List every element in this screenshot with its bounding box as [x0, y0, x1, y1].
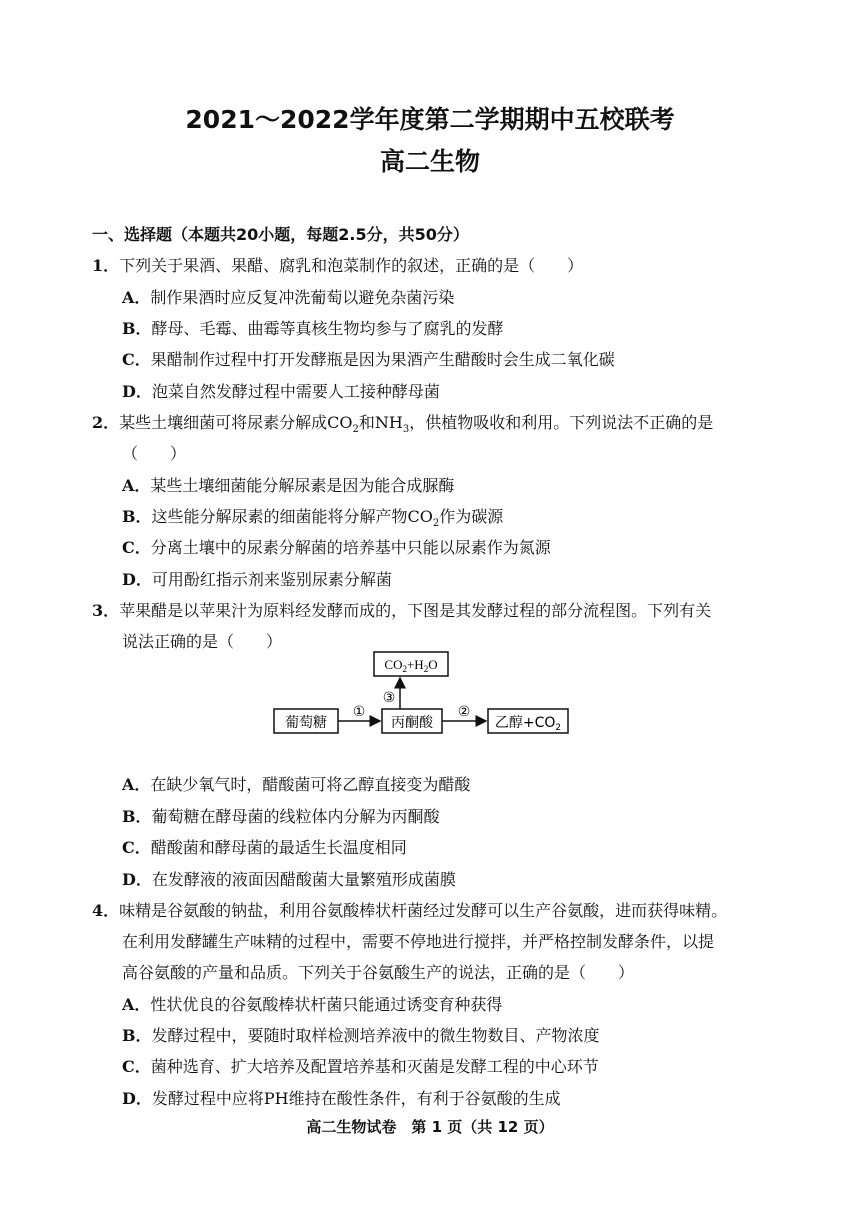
q3-option-d: D．在发酵液的液面因醋酸菌大量繁殖形成菌膜 — [122, 870, 456, 889]
question-4-stem: 4．味精是谷氨酸的钠盐，利用谷氨酸棒状杆菌经过发酵可以生产谷氨酸，进而获得味精。 — [92, 901, 728, 920]
q4-option-a: A．性状优良的谷氨酸棒状杆菌只能通过诱变育种获得 — [122, 995, 503, 1014]
q1-option-a: A．制作果酒时应反复冲洗葡萄以避免杂菌污染 — [122, 288, 455, 307]
section-heading: 一、选择题（本题共20小题，每题2.5分，共50分） — [92, 225, 469, 244]
question-2-stem: 2．某些土壤细菌可将尿素分解成$CO_2$和$NH_3$，供植物吸收和利用。下列说法不正确的是 — [92, 413, 714, 436]
q4-option-c: C．菌种选育、扩大培养及配置培养基和灭菌是发酵工程的中心环节 — [122, 1057, 599, 1076]
q2-option-d: D．可用酚红指示剂来鉴别尿素分解菌 — [122, 570, 392, 589]
question-3-stem: 3．苹果醋是以苹果汁为原料经发酵而成的，下图是其发酵过程的部分流程图。下列有关 — [92, 601, 712, 620]
q3-option-b: B．葡萄糖在酵母菌的线粒体内分解为丙酮酸 — [122, 807, 440, 826]
question-4-stem-continued-2: 高谷氨酸的产量和品质。下列关于谷氨酸生产的说法，正确的是（ ） — [122, 963, 635, 982]
q2-option-a: A．某些土壤细菌能分解尿素是因为能合成脲酶 — [122, 476, 455, 495]
q1-option-c: C．果醋制作过程中打开发酵瓶是因为果酒产生醋酸时会生成二氧化碳 — [122, 350, 615, 369]
question-number: 4． — [92, 901, 120, 920]
q4-option-b: B．发酵过程中，要随时取样检测培养液中的微生物数目、产物浓度 — [122, 1026, 600, 1045]
question-1-stem — [92, 256, 583, 276]
q4-option-d: D．发酵过程中应将PH维持在酸性条件，有利于谷氨酸的生成 — [122, 1089, 561, 1108]
exam-subject: 高二生物 — [379, 147, 480, 176]
question-number: 3． — [92, 601, 120, 620]
fermentation-flow-diagram — [272, 650, 572, 740]
q2-option-c: C．分离土壤中的尿素分解菌的培养基中只能以尿素作为氮源 — [122, 538, 551, 557]
step-3-label: ③ — [382, 690, 396, 706]
box-co2-h2o-label: $CO_2+H_2O$ — [384, 657, 438, 674]
q3-option-a: A．在缺少氧气时，醋酸菌可将乙醇直接变为醋酸 — [122, 775, 471, 794]
box-glucose-label: 葡萄糖 — [285, 715, 327, 731]
question-2-stem-continued: （ ） — [122, 444, 187, 463]
question-number: 1． — [92, 256, 120, 275]
flow-diagram-svg — [272, 650, 572, 740]
box-pyruvate-label: 丙酮酸 — [391, 715, 433, 731]
page-footer: 高二生物试卷 第 1 页（共 12 页） — [306, 1118, 554, 1136]
exam-title: 2021～2022学年度第二学期期中五校联考 — [185, 105, 675, 134]
question-3-stem-continued: 说法正确的是（ ） — [122, 632, 283, 651]
q1-option-d: D．泡菜自然发酵过程中需要人工接种酵母菌 — [122, 382, 440, 401]
step-2-label: ② — [457, 704, 471, 720]
step-1-label: ① — [352, 704, 366, 720]
q1-option-b: B．酵母、毛霉、曲霉等真核生物均参与了腐乳的发酵 — [122, 319, 504, 338]
question-text: 下列关于果酒、果醋、腐乳和泡菜制作的叙述，正确的是（ ） — [119, 256, 584, 275]
box-ethanol-co2-label: 乙醇$+CO_2$ — [494, 715, 562, 733]
question-number: 2． — [92, 413, 120, 432]
q3-option-c: C．醋酸菌和酵母菌的最适生长温度相同 — [122, 838, 407, 857]
question-4-stem-continued-1: 在利用发酵罐生产味精的过程中，需要不停地进行搅拌，并严格控制发酵条件，以提 — [122, 932, 715, 951]
q2-option-b: B．这些能分解尿素的细菌能将分解产物$CO_2$作为碳源 — [122, 507, 504, 530]
